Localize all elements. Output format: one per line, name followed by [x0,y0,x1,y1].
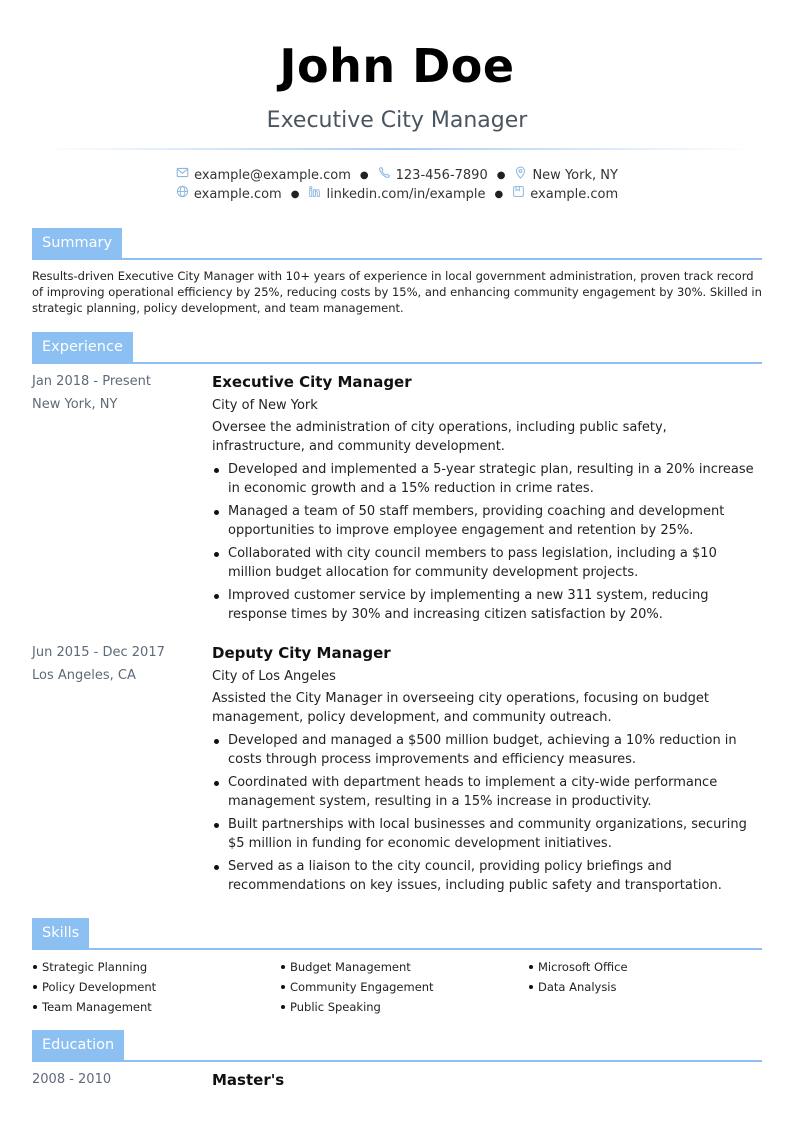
mail-icon [176,166,189,185]
achievement-item: Built partnerships with local businesses and community organizations, securing $5 million in funding for economic development initiatives. [212,815,762,853]
contact-separator: ● [496,169,506,181]
section-title: Summary [32,228,122,259]
portfolio-text: example.com [530,186,619,202]
experience-location: New York, NY [32,397,118,412]
contact-separator: ● [494,188,504,200]
contact-separator: ● [359,169,369,181]
achievement-item: Developed and implemented a 5-year strategic plan, resulting in a 20% increase in economic growth and a 15% reduction in crime rates. [212,460,762,498]
summary-section-header [32,228,762,260]
section-divider [32,258,762,260]
experience-meta [32,641,202,687]
summary-text: Results-driven Executive City Manager with 10+ years of experience in local government administration, proven track record of improving operational efficiency by 25%, reducing costs by 15%, and enhancing community engagement by 30%. Skilled in strategic planning, policy development, and team management. [32,269,762,315]
employer: City of New York [212,398,318,413]
experience-dates: Jun 2015 - Dec 2017 [32,645,165,660]
location-pin-icon [514,166,527,185]
contact-row-secondary [0,185,794,204]
section-title: Experience [32,332,133,363]
achievement-item: Collaborated with city council members to pass legislation, including a $10 million budget allocation for community development projects. [212,544,762,582]
skills-grid [32,958,762,1016]
contact-email[interactable] [176,166,351,185]
contact-location [514,166,617,185]
experience-section-header [32,332,762,364]
contact-portfolio[interactable] [512,185,618,204]
candidate-name: John Doe [279,39,515,93]
contact-linkedin[interactable] [308,185,485,204]
phone-icon [378,166,391,185]
section-divider [32,362,762,364]
achievement-item: Improved customer service by implementing a new 311 system, reducing response times by 30% and increasing citizen satisfaction by 20%. [212,586,762,624]
location-text: New York, NY [532,167,618,183]
skill-item: Community Engagement [280,978,528,996]
job-description: Assisted the City Manager in overseeing city operations, focusing on budget management, policy development, and community outreach. [212,691,709,725]
experience-dates: Jan 2018 - Present [32,374,151,389]
skill-item: Strategic Planning [32,958,280,976]
experience-meta [32,370,202,416]
job-title: Executive City Manager [212,373,412,391]
education-section-header [32,1030,762,1062]
achievement-list [212,460,762,624]
achievement-item: Served as a liaison to the city council, providing policy briefings and recommendations on key issues, including public safety and transportation. [212,857,762,895]
contact-website[interactable] [176,185,282,204]
contact-phone[interactable] [378,166,488,185]
contact-row-primary [0,166,794,185]
skill-item: Public Speaking [280,998,528,1016]
skill-item: Data Analysis [528,978,762,996]
experience-details [212,641,762,899]
education-degree: Master's [212,1071,285,1089]
employer: City of Los Angeles [212,669,336,684]
skill-item: Microsoft Office [528,958,762,976]
education-dates: 2008 - 2010 [32,1072,112,1087]
job-description: Oversee the administration of city operations, including public safety, infrastructure, and community development. [212,420,667,454]
section-title: Education [32,1030,124,1061]
job-title: Deputy City Manager [212,644,391,662]
phone-text: 123-456-7890 [395,167,488,183]
experience-details [212,370,762,628]
section-divider [32,948,762,950]
candidate-title: Executive City Manager [266,108,528,133]
website-text: example.com [193,186,282,202]
globe-icon [176,185,189,204]
achievement-item: Developed and managed a $500 million budget, achieving a 10% reduction in costs through process improvements and efficiency measures. [212,731,762,769]
linkedin-text: linkedin.com/in/example [326,186,486,202]
email-text: example@example.com [194,167,351,183]
skill-item: Team Management [32,998,280,1016]
section-title: Skills [32,918,89,949]
achievement-item: Managed a team of 50 staff members, providing coaching and development opportunities to improve employee engagement and retention by 25%. [212,502,762,540]
achievement-item: Coordinated with department heads to implement a city-wide performance management system, resulting in a 15% increase in productivity. [212,773,762,811]
experience-location: Los Angeles, CA [32,668,136,683]
skill-item: Policy Development [32,978,280,996]
portfolio-icon [512,185,525,204]
header-divider [40,148,754,150]
contact-separator: ● [290,188,300,200]
section-divider [32,1060,762,1062]
achievement-list [212,731,762,895]
skill-item: Budget Management [280,958,528,976]
linkedin-icon [308,185,321,204]
skills-section-header [32,918,762,950]
